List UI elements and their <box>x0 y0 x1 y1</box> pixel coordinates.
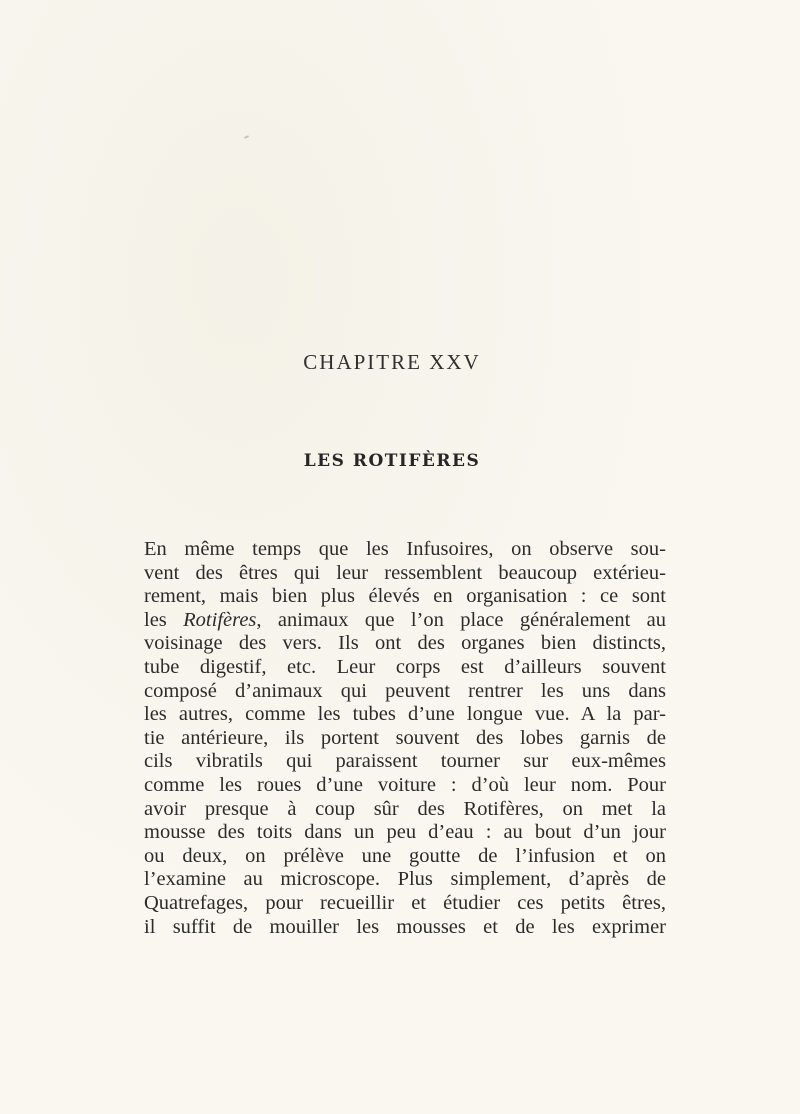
text-line: avoir presque à coup sûr des Rotifères, on met la <box>144 797 666 820</box>
text-line: tube digestif, etc. Leur corps est d’ailleurs souvent <box>144 655 666 678</box>
text-line: comme les roues d’une voiture : d’où leur nom. Pour <box>144 773 666 796</box>
text-line: ou deux, on prélève une goutte de l’infusion et on <box>144 844 666 867</box>
text-line: l’examine au microscope. Plus simplement, d’après de <box>144 868 666 891</box>
text-line: tie antérieure, ils portent souvent des lobes garnis de <box>144 726 666 749</box>
text-line: Quatrefages, pour recueillir et étudier ces petits êtres, <box>144 891 666 914</box>
chapter-number: CHAPITRE XXV <box>303 350 481 374</box>
text-line: En même temps que les Infusoires, on observe sou- <box>144 538 666 560</box>
text-line: rement, mais bien plus élevés en organisation : ce sont <box>144 585 666 608</box>
text-line: les Rotifères, animaux que l’on place généralement au <box>144 608 666 631</box>
body-paragraph <box>144 538 666 939</box>
italic-term: Rotifères <box>183 608 257 631</box>
text-line: les autres, comme les tubes d’une longue vue. A la par- <box>144 703 666 726</box>
text-line: vent des êtres qui leur ressemblent beaucoup extérieu- <box>144 561 666 584</box>
text-line: voisinage des vers. Ils ont des organes bien distincts, <box>144 632 666 655</box>
text-line: il suffit de mouiller les mousses et de les exprimer <box>144 915 666 938</box>
chapter-title: LES ROTIFÈRES <box>303 451 481 471</box>
text-line: mousse des toits dans un peu d’eau : au bout d’un jour <box>144 821 666 844</box>
paper-speck <box>244 135 249 139</box>
text-line: composé d’animaux qui peuvent rentrer les uns dans <box>144 679 666 702</box>
text-line: cils vibratils qui paraissent tourner sur eux-mêmes <box>144 750 666 773</box>
